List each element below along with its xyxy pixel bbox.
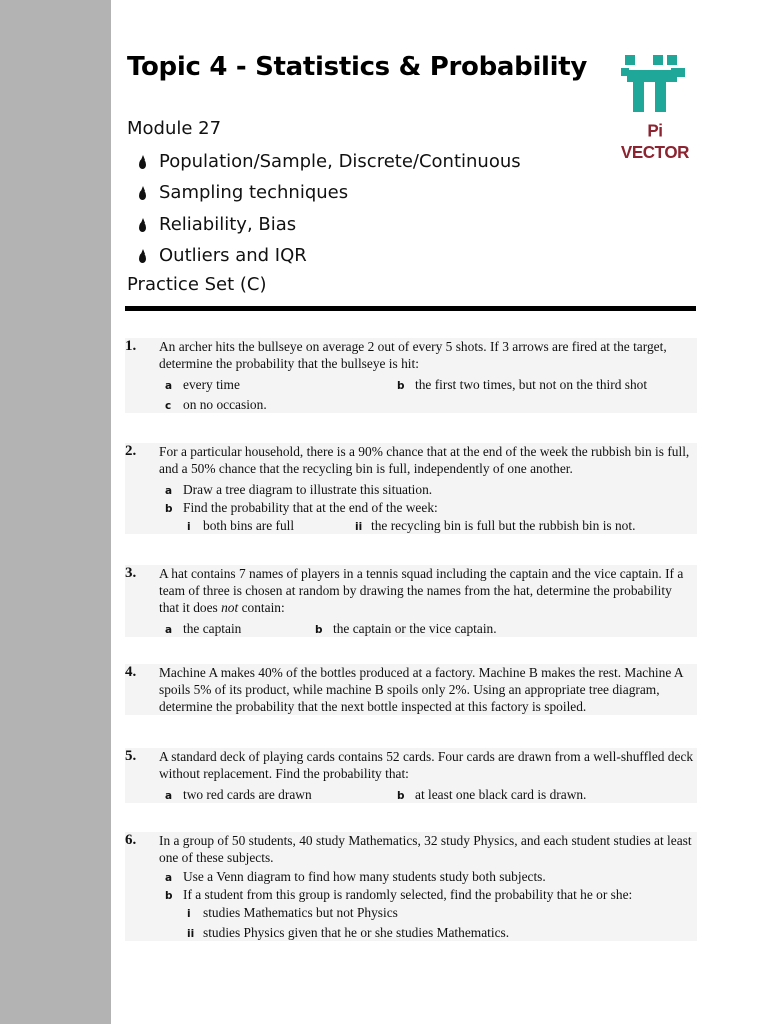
question-part: b If a student from this group is randomly selected, find the probability that he or she: bbox=[165, 887, 633, 902]
practice-set-label: Practice Set (C) bbox=[127, 274, 267, 295]
question-subparts-row bbox=[187, 904, 697, 921]
question-subpart: i both bins are full bbox=[187, 518, 295, 533]
question-number: 3. bbox=[125, 565, 137, 581]
question-subpart: ii the recycling bin is full but the rubbish bin is not. bbox=[355, 518, 636, 533]
question-stem: Machine A makes 40% of the bottles produced at a factory. Machine B makes the rest. Machine A spoils 5% of its product, while machine B spoils only 2%. Using an appropriate tree diagram, determine the probability that the next bottle inspected at this factory is spoiled. bbox=[159, 665, 683, 714]
question-subparts-row bbox=[187, 924, 697, 941]
question-part: b the first two times, but not on the third shot bbox=[397, 377, 648, 392]
bullet-icon bbox=[139, 190, 146, 200]
question-4 bbox=[125, 664, 697, 715]
question-parts-row bbox=[165, 376, 697, 393]
page-title: Topic 4 - Statistics & Probability bbox=[127, 52, 588, 82]
question-part: b at least one black card is drawn. bbox=[397, 787, 587, 802]
question-number: 6. bbox=[125, 832, 137, 848]
module-label: Module 27 bbox=[127, 118, 222, 139]
question-parts-row bbox=[165, 481, 697, 498]
question-parts-row bbox=[165, 499, 697, 516]
topic-bullet-list bbox=[139, 146, 521, 272]
question-number: 2. bbox=[125, 443, 137, 459]
question-number: 1. bbox=[125, 338, 137, 354]
divider-rule bbox=[125, 306, 696, 311]
question-part: a Draw a tree diagram to illustrate this situation. bbox=[165, 482, 433, 497]
question-6 bbox=[125, 832, 697, 941]
question-part: a every time bbox=[165, 377, 240, 392]
pi-vector-logo-icon bbox=[615, 52, 695, 118]
question-parts-row bbox=[165, 786, 697, 803]
question-1 bbox=[125, 338, 697, 413]
question-number: 5. bbox=[125, 748, 137, 764]
left-margin-strip bbox=[0, 0, 111, 1024]
question-parts-row bbox=[165, 396, 697, 413]
question-part: a the captain bbox=[165, 621, 242, 636]
question-subparts-row bbox=[187, 517, 697, 534]
question-stem: An archer hits the bullseye on average 2 out of every 5 shots. If 3 arrows are fired at the target, determine the probability that the bullseye is hit: bbox=[159, 339, 667, 371]
question-number: 4. bbox=[125, 664, 137, 680]
question-stem: A hat contains 7 names of players in a tennis squad including the captain and the vice captain. If a team of three is chosen at random by drawing the names from the hat, determine the probability that it does not contain: bbox=[159, 566, 684, 615]
question-part: a two red cards are drawn bbox=[165, 787, 312, 802]
question-3 bbox=[125, 565, 697, 637]
question-stem: For a particular household, there is a 90% chance that at the end of the week the rubbish bin is full, and a 50% chance that the recycling bin is full, independently of one another. bbox=[159, 444, 690, 476]
question-part: b Find the probability that at the end of the week: bbox=[165, 500, 438, 515]
logo-text: Pi VECTOR bbox=[620, 121, 690, 162]
question-part: b the captain or the vice captain. bbox=[315, 621, 497, 636]
bullet-icon bbox=[139, 253, 146, 263]
bullet-icon bbox=[139, 159, 146, 169]
question-subpart: i studies Mathematics but not Physics bbox=[187, 905, 398, 920]
bullet-item: Outliers and IQR bbox=[139, 241, 521, 273]
pi-vector-logo bbox=[615, 52, 695, 162]
question-parts-row bbox=[165, 868, 697, 885]
question-parts-row bbox=[165, 620, 697, 637]
question-subpart: ii studies Physics given that he or she studies Mathematics. bbox=[187, 925, 510, 940]
question-5 bbox=[125, 748, 697, 803]
question-stem: In a group of 50 students, 40 study Mathematics, 32 study Physics, and each student studies at least one of these subjects. bbox=[159, 833, 692, 865]
worksheet-page bbox=[111, 0, 768, 1024]
bullet-item: Reliability, Bias bbox=[139, 209, 521, 241]
question-part: c on no occasion. bbox=[165, 397, 267, 412]
question-part: a Use a Venn diagram to find how many students study both subjects. bbox=[165, 869, 546, 884]
question-stem: A standard deck of playing cards contains 52 cards. Four cards are drawn from a well-shuffled deck without replacement. Find the probability that: bbox=[159, 749, 694, 781]
bullet-item: Sampling techniques bbox=[139, 178, 521, 210]
question-parts-row bbox=[165, 886, 697, 903]
bullet-icon bbox=[139, 222, 146, 232]
question-2 bbox=[125, 443, 697, 534]
bullet-item: Population/Sample, Discrete/Continuous bbox=[139, 146, 521, 178]
